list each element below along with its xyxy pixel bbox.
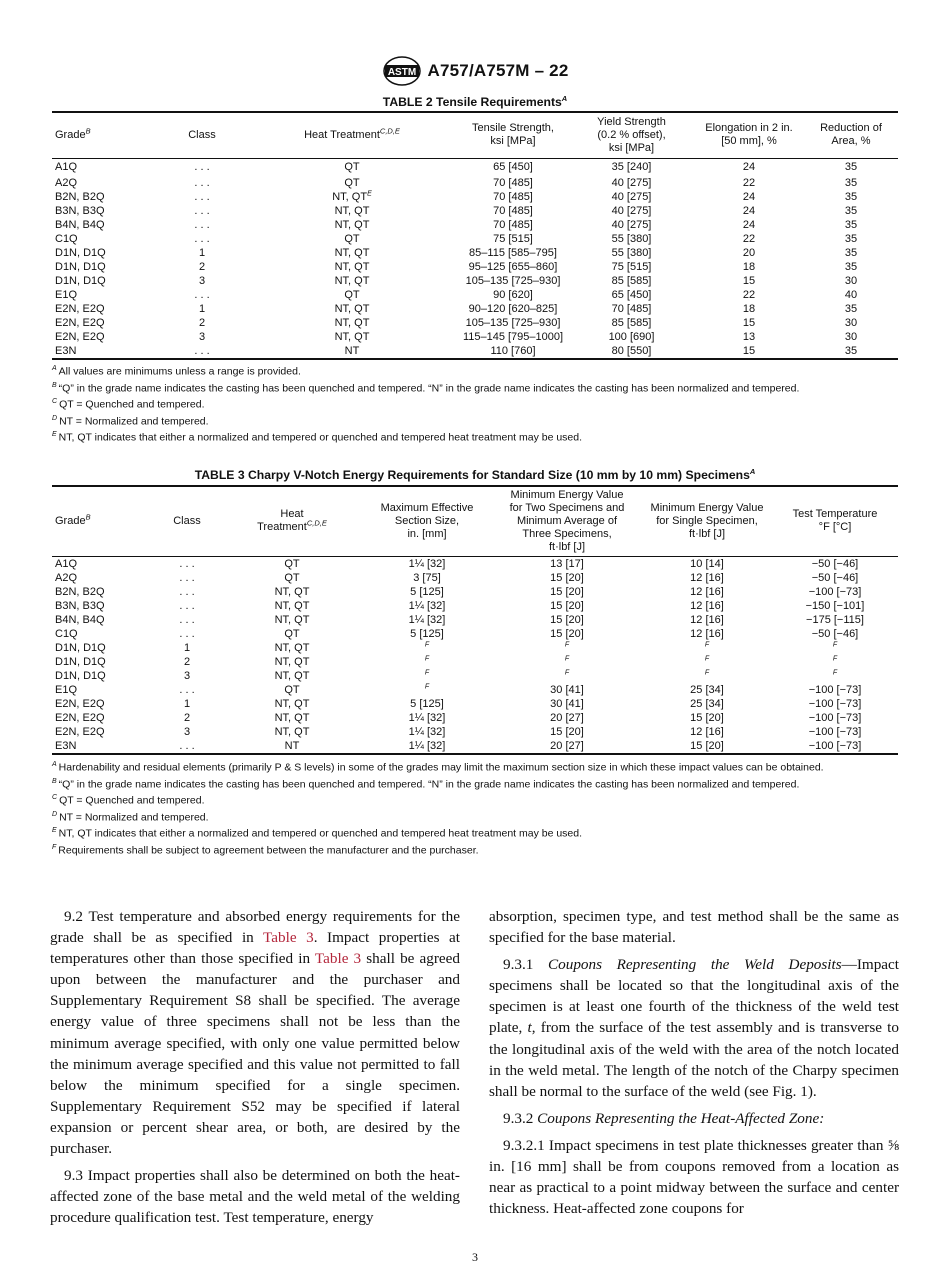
table3-notes xyxy=(52,758,898,857)
table-row: E1Q . . . QT 90 [620] 65 [450] 22 40 xyxy=(55,289,858,301)
paragraph-9-3-2-1: 9.3.2.1 Impact specimens in test plate thicknesses greater than ⅝ in. [16 mm] shall be from coupons removed from a location as near as practical to a point midway between the surface and center thickness. Heat-affected zone coupons for xyxy=(489,1136,899,1218)
table-row: C1Q . . . QT 5 [125] 15 [20] 12 [16] −50 [−46] xyxy=(55,627,859,640)
col-yield: Yield Strength (0.2 % offset), ksi [MPa] xyxy=(597,115,666,154)
table-row: E2N, E2Q 3 NT, QT 1¼ [32] 15 [20] 12 [16] −100 [−73] xyxy=(55,725,862,738)
table-footnote: $^D$ NT = Normalized and tempered. xyxy=(52,414,209,427)
table-footnote: $^B$ “Q” in the grade name indicates the casting has been quenched and tempered. “N” in the grade name indicates the casting has been normalized and tempered. xyxy=(52,381,800,394)
table2-body xyxy=(52,158,898,359)
paragraph-9-3: 9.3 Impact properties shall also be determined on both the heat-affected zone of the base metal and the weld metal of the welding procedure qualification test. Test temperature, energy xyxy=(50,1167,460,1227)
table3-caption: TABLE 3 Charpy V-Notch Energy Requirements for Standard Size (10 mm by 10 mm) Specimens$^A$ xyxy=(194,466,756,482)
table3-header-row xyxy=(52,486,898,556)
col-two-specimens: Minimum Energy Value for Two Specimens and Minimum Average of Three Specimens, ft·lbf [J] xyxy=(509,488,625,553)
col-section-size: Maximum Effective Section Size, in. [mm] xyxy=(380,501,474,540)
col-tensile: Tensile Strength, ksi [MPa] xyxy=(472,122,554,148)
left-column xyxy=(50,906,460,1234)
table-footnote: $^F$ Requirements shall be subject to agreement between the manufacturer and the purchaser. xyxy=(52,843,479,856)
table-row: B2N, B2Q . . . NT, QT 5 [125] 15 [20] 12 [16] −100 [−73] xyxy=(55,585,862,598)
astm-logo-icon xyxy=(382,56,422,86)
table-footnote: $^E$ NT, QT indicates that either a normalized and tempered or quenched and tempered heat treatment may be used. xyxy=(52,827,583,840)
table-row: E2N, E2Q 3 NT, QT 115–145 [795–1000] 100 [690] 13 30 xyxy=(55,331,858,343)
table-row: A1Q . . . QT 1¼ [32] 13 [17] 10 [14] −50 [−46] xyxy=(55,557,859,570)
table-row: E3N . . . NT 110 [760] 80 [550] 15 35 xyxy=(52,344,898,359)
table-footnote: $^B$ “Q” in the grade name indicates the casting has been quenched and tempered. “N” in the grade name indicates the casting has been normalized and tempered. xyxy=(52,777,800,790)
paragraph-9-3-1: 9.3.1 Coupons Representing the Weld Deposits—Impact specimens shall be located so that the longitudinal axis of the specimen is at least one fourth of the thickness of the weld test plate, t, from the surface of the test assembly and is transverse to the longitudinal axis of the weld with the area of the notch located in the weld metal. The length of the notch of the Charpy specimen shall be normal to the surface of the weld (see Fig. 1). xyxy=(489,956,900,1100)
table-row: D1N, D1Q 1 NT, QT 85–115 [585–795] 55 [380] 20 35 xyxy=(55,247,858,259)
col-elongation: Elongation in 2 in. [50 mm], % xyxy=(705,122,793,148)
table3-body xyxy=(52,556,898,754)
page-number: 3 xyxy=(472,1250,478,1264)
col-test-temperature: Test Temperature °F [°C] xyxy=(792,508,878,534)
table-row: A2Q . . . QT 3 [75] 15 [20] 12 [16] −50 [−46] xyxy=(55,571,859,584)
table-row: A1Q . . . QT 65 [450] 35 [240] 24 35 xyxy=(55,161,858,174)
table-row: E2N, E2Q 1 NT, QT 90–120 [620–825] 70 [485] 18 35 xyxy=(55,303,858,315)
col-grade: Grade$^B$ xyxy=(55,512,91,527)
table-row: A2Q . . . QT 70 [485] 40 [275] 22 35 xyxy=(55,177,858,189)
table-footnote: $^C$ QT = Quenched and tempered. xyxy=(52,398,205,411)
document-header xyxy=(0,56,950,86)
table-row: D1N, D1Q 1 NT, QT $^F$ $^F$ $^F$ $^F$ xyxy=(55,640,838,654)
table2 xyxy=(52,111,898,360)
table3 xyxy=(52,485,898,755)
table-row: D1N, D1Q 3 NT, QT 105–135 [725–930] 85 [585] 15 30 xyxy=(55,275,858,287)
table-footnote: $^E$ NT, QT indicates that either a normalized and tempered or quenched and tempered heat treatment may be used. xyxy=(52,431,583,444)
table3-link[interactable]: Table 3 xyxy=(314,950,362,968)
paragraph-9-2: 9.2 Test temperature and absorbed energy requirements for the grade shall be as specified in Table 3. Impact properties at temperatures other than those specified in Table 3 shall be agreed upon between the manufacturer and the purchaser and Supplementary Requirement S8 shall be specified. The average energy value of three specimens shall not be less than the minimum average specified, with only one value permitted below the minimum average specified and this value not permitted to fall below the minimum specified for a single specimen. Supplementary Requirement S52 may be specified if lateral expansion or percent shear area, or both, are desired by the purchaser. xyxy=(50,908,460,1158)
col-heat-treatment: Heat Treatment$^{C,D,E}$ xyxy=(257,508,327,534)
table-footnote: $^A$ Hardenability and residual elements (primarily P & S levels) in some of the grades may limit the maximum section size in which these impact values can be obtained. xyxy=(52,761,824,774)
table-row: E2N, E2Q 1 NT, QT 5 [125] 30 [41] 25 [34] −100 [−73] xyxy=(55,697,862,710)
table-row: E3N . . . NT 1¼ [32] 20 [27] 15 [20] −100 [−73] xyxy=(52,739,898,754)
table-footnote: $^A$ All values are minimums unless a range is provided. xyxy=(52,365,301,378)
paragraph-9-3-2: 9.3.2 Coupons Representing the Heat-Affected Zone: xyxy=(503,1109,825,1127)
col-class: Class xyxy=(173,514,201,527)
table-row: B3N, B3Q . . . NT, QT 70 [485] 40 [275] 24 35 xyxy=(55,205,858,217)
document-title: A757/A757M – 22 xyxy=(427,61,569,80)
table3-link[interactable]: Table 3 xyxy=(263,929,314,947)
table-row: B4N, B4Q . . . NT, QT 1¼ [32] 15 [20] 12 [16] −175 [−115] xyxy=(55,613,864,626)
svg-text:ASTM: ASTM xyxy=(387,67,416,78)
table-row: E1Q . . . QT $^F$ 30 [41] 25 [34] −100 [−73] xyxy=(55,682,862,696)
col-heat-treatment: Heat Treatment$^{C,D,E}$ xyxy=(304,126,400,141)
table-row: D1N, D1Q 2 NT, QT $^F$ $^F$ $^F$ $^F$ xyxy=(55,654,838,668)
table-row: C1Q . . . QT 75 [515] 55 [380] 22 35 xyxy=(55,233,858,245)
table-row: E2N, E2Q 2 NT, QT 105–135 [725–930] 85 [585] 15 30 xyxy=(55,317,858,329)
col-class: Class xyxy=(188,128,216,141)
paragraph-9-3-cont: absorption, specimen type, and test method shall be the same as specified for the base material. xyxy=(489,908,899,947)
table2-caption: TABLE 2 Tensile Requirements$^A$ xyxy=(382,93,568,109)
table-footnote: $^C$ QT = Quenched and tempered. xyxy=(52,794,205,807)
table2-header-row xyxy=(52,112,898,158)
table2-notes xyxy=(52,362,898,445)
table-row: E2N, E2Q 2 NT, QT 1¼ [32] 20 [27] 15 [20] −100 [−73] xyxy=(55,711,862,724)
table-footnote: $^D$ NT = Normalized and tempered. xyxy=(52,810,209,823)
right-column xyxy=(489,906,899,1225)
table-row: D1N, D1Q 3 NT, QT $^F$ $^F$ $^F$ $^F$ xyxy=(55,668,838,682)
col-reduction: Reduction of Area, % xyxy=(820,122,882,148)
col-single-specimen: Minimum Energy Value for Single Specimen, ft·lbf [J] xyxy=(650,501,764,540)
table-row: D1N, D1Q 2 NT, QT 95–125 [655–860] 75 [515] 18 35 xyxy=(55,261,858,273)
table-row: B4N, B4Q . . . NT, QT 70 [485] 40 [275] 24 35 xyxy=(55,219,858,231)
table-row: B3N, B3Q . . . NT, QT 1¼ [32] 15 [20] 12 [16] −150 [−101] xyxy=(55,599,865,612)
col-grade: Grade$^B$ xyxy=(55,126,91,141)
table-row: B2N, B2Q . . . NT, QT$^E$ 70 [485] 40 [275] 24 35 xyxy=(55,190,858,203)
